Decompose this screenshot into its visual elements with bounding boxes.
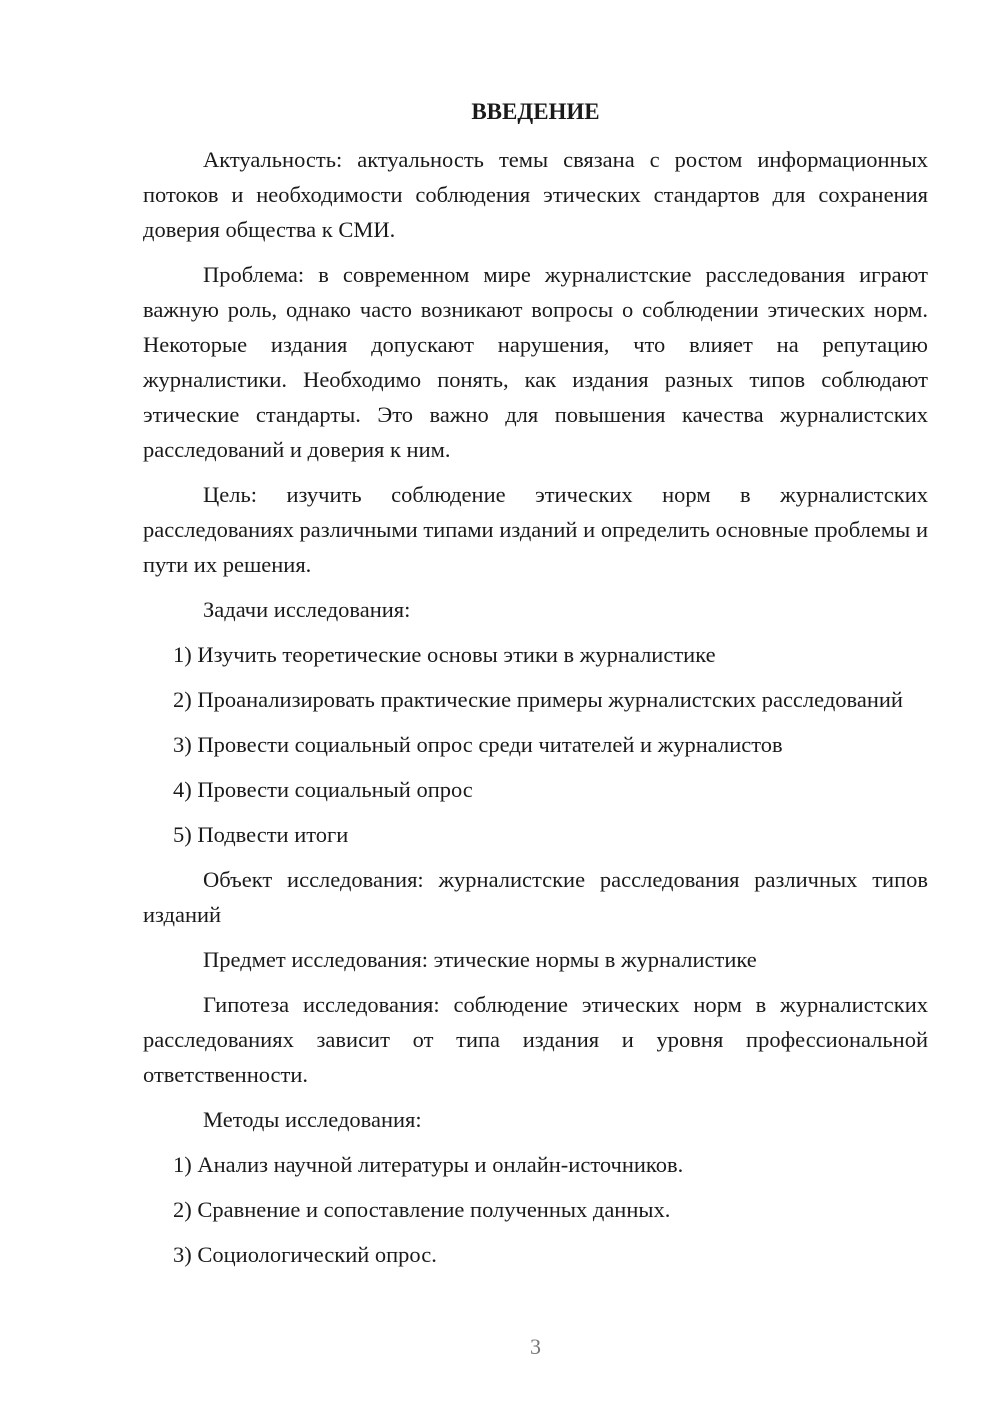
- task-item-4: 4) Провести социальный опрос: [173, 777, 473, 802]
- paragraph-tasks-heading: Задачи исследования:: [203, 597, 411, 622]
- method-item-3: 3) Социологический опрос.: [173, 1242, 437, 1267]
- section-heading: ВВЕДЕНИЕ: [471, 99, 600, 124]
- task-item-5: 5) Подвести итоги: [173, 822, 349, 847]
- paragraph-methods-heading: Методы исследования:: [203, 1107, 422, 1132]
- document-body: [143, 142, 928, 1282]
- task-item-1: 1) Изучить теоретические основы этики в журналистике: [173, 642, 716, 667]
- method-item-1: 1) Анализ научной литературы и онлайн-источников.: [173, 1152, 684, 1177]
- method-item-2: 2) Сравнение и сопоставление полученных данных.: [173, 1197, 671, 1222]
- document-page: [143, 0, 928, 1414]
- paragraph-hypothesis: Гипотеза исследования: соблюдение этических норм в журналистских расследованиях зависит от типа издания и уровня профессиональной ответственности.: [143, 992, 928, 1087]
- paragraph-subject: Предмет исследования: этические нормы в журналистике: [203, 947, 757, 972]
- task-item-3: 3) Провести социальный опрос среди читателей и журналистов: [173, 732, 783, 757]
- task-item-2: 2) Проанализировать практические примеры журналистских расследований: [173, 687, 903, 712]
- paragraph-problem: Проблема: в современном мире журналистские расследования играют важную роль, однако часто возникают вопросы о соблюдении этических норм. Некоторые издания допускают нарушения, что влияет на репутацию журналистики. Необходимо понять, как издания разных типов соблюдают этические стандарты. Это важно для повышения качества журналистских расследований и доверия к ним.: [143, 262, 928, 462]
- page-number: 3: [530, 1334, 541, 1359]
- paragraph-goal: Цель: изучить соблюдение этических норм в журналистских расследованиях различными типами изданий и определить основные проблемы и пути их решения.: [143, 482, 928, 577]
- paragraph-relevance: Актуальность: актуальность темы связана с ростом информационных потоков и необходимости соблюдения этических стандартов для сохранения доверия общества к СМИ.: [143, 147, 928, 242]
- paragraph-object: Объект исследования: журналистские расследования различных типов изданий: [143, 867, 928, 927]
